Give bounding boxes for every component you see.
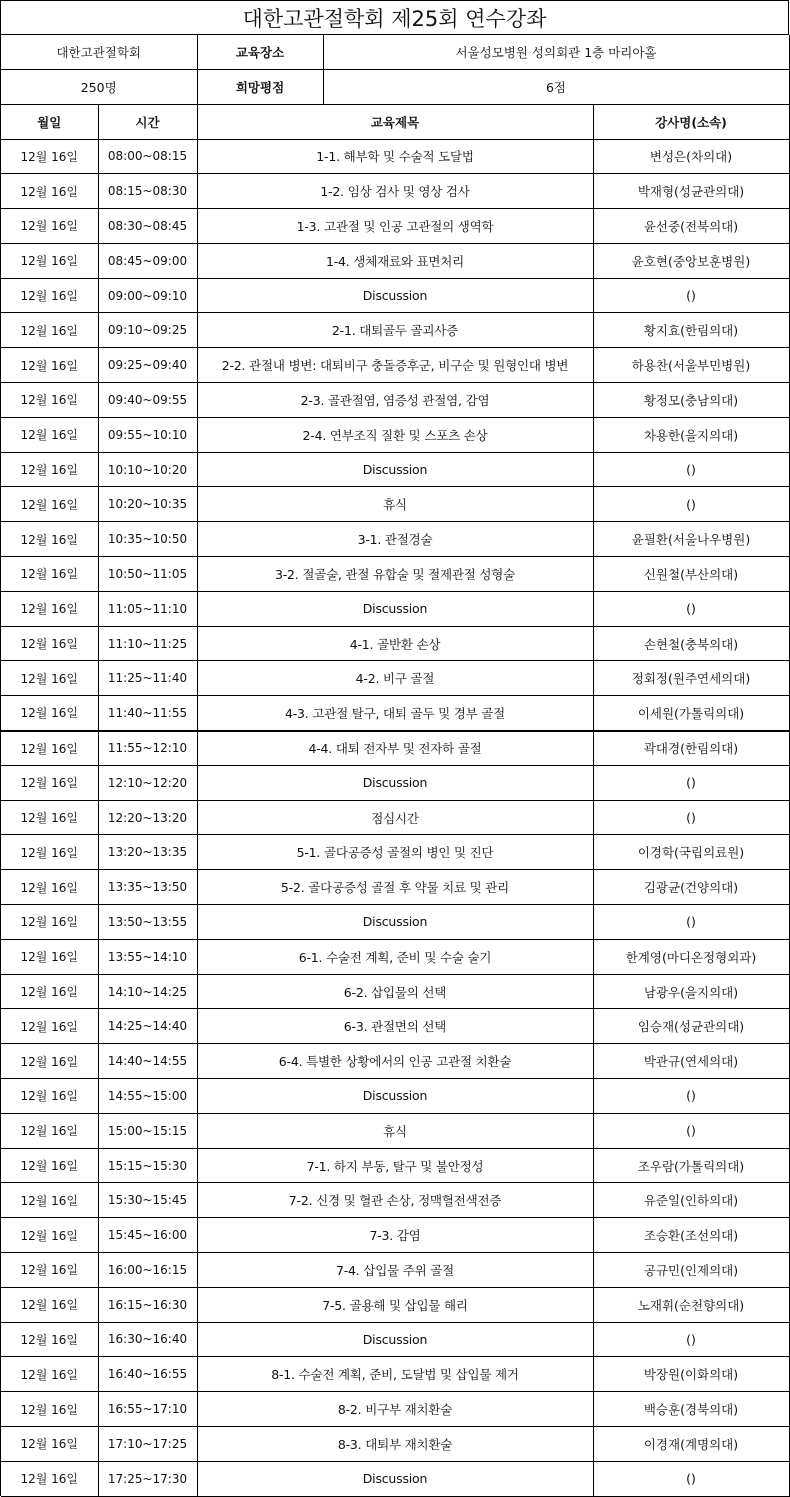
row-time-cell: 13:50~13:55 bbox=[98, 905, 197, 940]
row-speaker-cell: 이세원(가톨릭의대) bbox=[593, 696, 789, 731]
row-speaker-cell: 윤선중(전북의대) bbox=[593, 209, 789, 244]
row-time-cell: 10:10~10:20 bbox=[98, 452, 197, 487]
row-time-cell: 15:00~15:15 bbox=[98, 1113, 197, 1148]
row-topic-cell: 8-2. 비구부 재치환술 bbox=[197, 1392, 593, 1427]
row-date-cell: 12월 16일 bbox=[1, 939, 98, 974]
row-speaker-cell: () bbox=[593, 452, 789, 487]
row-date-cell: 12월 16일 bbox=[1, 139, 98, 174]
table-row bbox=[1, 661, 789, 696]
header-topic: 교육제목 bbox=[197, 105, 593, 140]
score-value: 6점 bbox=[323, 70, 789, 105]
row-topic-cell: 4-1. 골반환 손상 bbox=[197, 626, 593, 661]
row-date-cell: 12월 16일 bbox=[1, 1044, 98, 1079]
row-speaker-cell: 신원철(부산의대) bbox=[593, 557, 789, 592]
row-speaker-cell: () bbox=[593, 905, 789, 940]
row-speaker-cell: 공규민(인제의대) bbox=[593, 1253, 789, 1288]
table-row bbox=[1, 1253, 789, 1288]
row-topic-cell: 5-2. 골다공증성 골절 후 약물 치료 및 관리 bbox=[197, 870, 593, 905]
row-speaker-cell: 윤호현(중앙보훈병원) bbox=[593, 243, 789, 278]
row-time-cell: 16:15~16:30 bbox=[98, 1287, 197, 1322]
row-time-cell: 08:00~08:15 bbox=[98, 139, 197, 174]
table-row bbox=[1, 835, 789, 870]
row-speaker-cell: 조승환(조선의대) bbox=[593, 1218, 789, 1253]
row-topic-cell: 5-1. 골다공증성 골절의 병인 및 진단 bbox=[197, 835, 593, 870]
row-date-cell: 12월 16일 bbox=[1, 209, 98, 244]
row-topic-cell: 1-4. 생체재료와 표면처리 bbox=[197, 243, 593, 278]
row-topic-cell: Discussion bbox=[197, 765, 593, 800]
row-speaker-cell: 박재형(성균관의대) bbox=[593, 174, 789, 209]
row-speaker-cell: 유준일(인하의대) bbox=[593, 1183, 789, 1218]
row-topic-cell: 8-1. 수술전 계획, 준비, 도달법 및 삽입물 제거 bbox=[197, 1357, 593, 1392]
row-time-cell: 15:45~16:00 bbox=[98, 1218, 197, 1253]
row-topic-cell: Discussion bbox=[197, 1322, 593, 1357]
row-time-cell: 17:10~17:25 bbox=[98, 1426, 197, 1461]
table-row bbox=[1, 417, 789, 452]
venue-value: 서울성모병원 성의회관 1층 마리아홀 bbox=[323, 35, 789, 70]
row-time-cell: 15:30~15:45 bbox=[98, 1183, 197, 1218]
row-date-cell: 12월 16일 bbox=[1, 870, 98, 905]
row-speaker-cell: 정회정(원주연세의대) bbox=[593, 661, 789, 696]
row-speaker-cell: 남광우(을지의대) bbox=[593, 974, 789, 1009]
table-row bbox=[1, 139, 789, 174]
row-topic-cell: 6-1. 수술전 계획, 준비 및 수술 술기 bbox=[197, 939, 593, 974]
table-row bbox=[1, 905, 789, 940]
row-speaker-cell: 박장원(이화의대) bbox=[593, 1357, 789, 1392]
schedule-table bbox=[1, 105, 790, 1497]
table-row bbox=[1, 243, 789, 278]
row-date-cell: 12월 16일 bbox=[1, 452, 98, 487]
row-topic-cell: 2-3. 골관절염, 염증성 관절염, 감염 bbox=[197, 383, 593, 418]
row-topic-cell: Discussion bbox=[197, 905, 593, 940]
row-date-cell: 12월 16일 bbox=[1, 765, 98, 800]
row-topic-cell: Discussion bbox=[197, 1079, 593, 1114]
row-time-cell: 08:15~08:30 bbox=[98, 174, 197, 209]
row-time-cell: 16:40~16:55 bbox=[98, 1357, 197, 1392]
row-speaker-cell: 윤필환(서울나우병원) bbox=[593, 522, 789, 557]
venue-label: 교육장소 bbox=[197, 35, 323, 70]
row-date-cell: 12월 16일 bbox=[1, 487, 98, 522]
row-time-cell: 16:55~17:10 bbox=[98, 1392, 197, 1427]
table-row bbox=[1, 1357, 789, 1392]
row-date-cell: 12월 16일 bbox=[1, 522, 98, 557]
row-topic-cell: 휴식 bbox=[197, 1113, 593, 1148]
row-topic-cell: Discussion bbox=[197, 1461, 593, 1496]
table-row bbox=[1, 765, 789, 800]
row-time-cell: 09:40~09:55 bbox=[98, 383, 197, 418]
row-speaker-cell: 황지효(한림의대) bbox=[593, 313, 789, 348]
table-row bbox=[1, 939, 789, 974]
table-row bbox=[1, 557, 789, 592]
row-speaker-cell: () bbox=[593, 800, 789, 835]
row-time-cell: 09:25~09:40 bbox=[98, 348, 197, 383]
table-row bbox=[1, 1322, 789, 1357]
table-row bbox=[1, 174, 789, 209]
row-time-cell: 11:55~12:10 bbox=[98, 731, 197, 766]
table-row bbox=[1, 1287, 789, 1322]
row-date-cell: 12월 16일 bbox=[1, 417, 98, 452]
row-topic-cell: 4-4. 대퇴 전자부 및 전자하 골절 bbox=[197, 731, 593, 766]
row-time-cell: 11:25~11:40 bbox=[98, 661, 197, 696]
row-date-cell: 12월 16일 bbox=[1, 1148, 98, 1183]
table-row bbox=[1, 591, 789, 626]
row-date-cell: 12월 16일 bbox=[1, 1322, 98, 1357]
table-row bbox=[1, 626, 789, 661]
row-time-cell: 08:45~09:00 bbox=[98, 243, 197, 278]
row-topic-cell: 1-3. 고관절 및 인공 고관절의 생역학 bbox=[197, 209, 593, 244]
row-speaker-cell: () bbox=[593, 1461, 789, 1496]
row-speaker-cell: 이경재(계명의대) bbox=[593, 1426, 789, 1461]
row-topic-cell: Discussion bbox=[197, 278, 593, 313]
row-time-cell: 12:20~13:20 bbox=[98, 800, 197, 835]
row-speaker-cell: 김광균(건양의대) bbox=[593, 870, 789, 905]
row-time-cell: 16:30~16:40 bbox=[98, 1322, 197, 1357]
row-topic-cell: 휴식 bbox=[197, 487, 593, 522]
row-time-cell: 14:10~14:25 bbox=[98, 974, 197, 1009]
table-row bbox=[1, 1183, 789, 1218]
table-row bbox=[1, 1079, 789, 1114]
score-label: 희망평점 bbox=[197, 70, 323, 105]
row-speaker-cell: 변성은(차의대) bbox=[593, 139, 789, 174]
row-topic-cell: 2-2. 관절내 병변: 대퇴비구 충돌증후군, 비구순 및 원형인대 병변 bbox=[197, 348, 593, 383]
row-time-cell: 14:25~14:40 bbox=[98, 1009, 197, 1044]
row-topic-cell: 6-4. 특별한 상황에서의 인공 고관절 치환술 bbox=[197, 1044, 593, 1079]
row-time-cell: 09:00~09:10 bbox=[98, 278, 197, 313]
header-speaker: 강사명(소속) bbox=[593, 105, 789, 140]
table-row bbox=[1, 1461, 789, 1496]
row-date-cell: 12월 16일 bbox=[1, 348, 98, 383]
row-date-cell: 12월 16일 bbox=[1, 731, 98, 766]
row-speaker-cell: () bbox=[593, 1322, 789, 1357]
table-row bbox=[1, 209, 789, 244]
row-time-cell: 11:40~11:55 bbox=[98, 696, 197, 731]
row-time-cell: 11:10~11:25 bbox=[98, 626, 197, 661]
row-topic-cell: 4-2. 비구 골절 bbox=[197, 661, 593, 696]
row-speaker-cell: 손현철(충북의대) bbox=[593, 626, 789, 661]
info-row-venue bbox=[1, 35, 789, 70]
table-row bbox=[1, 348, 789, 383]
row-topic-cell: 8-3. 대퇴부 재치환술 bbox=[197, 1426, 593, 1461]
row-speaker-cell: 차용한(을지의대) bbox=[593, 417, 789, 452]
row-speaker-cell: () bbox=[593, 1113, 789, 1148]
organizer-cell: 대한고관절학회 bbox=[1, 35, 197, 70]
table-row bbox=[1, 731, 789, 766]
row-time-cell: 16:00~16:15 bbox=[98, 1253, 197, 1288]
row-time-cell: 13:55~14:10 bbox=[98, 939, 197, 974]
row-date-cell: 12월 16일 bbox=[1, 661, 98, 696]
course-info-table bbox=[1, 35, 790, 105]
row-time-cell: 14:40~14:55 bbox=[98, 1044, 197, 1079]
row-date-cell: 12월 16일 bbox=[1, 1079, 98, 1114]
row-speaker-cell: 박관규(연세의대) bbox=[593, 1044, 789, 1079]
row-time-cell: 08:30~08:45 bbox=[98, 209, 197, 244]
row-date-cell: 12월 16일 bbox=[1, 1392, 98, 1427]
header-date: 월일 bbox=[1, 105, 98, 140]
table-row bbox=[1, 1009, 789, 1044]
row-speaker-cell: () bbox=[593, 278, 789, 313]
table-row bbox=[1, 313, 789, 348]
document-title: 대한고관절학회 제25회 연수강좌 bbox=[1, 1, 789, 35]
row-speaker-cell: 백승훈(경북의대) bbox=[593, 1392, 789, 1427]
row-topic-cell: 4-3. 고관절 탈구, 대퇴 골두 및 경부 골절 bbox=[197, 696, 593, 731]
row-time-cell: 09:55~10:10 bbox=[98, 417, 197, 452]
header-time: 시간 bbox=[98, 105, 197, 140]
row-time-cell: 17:25~17:30 bbox=[98, 1461, 197, 1496]
row-speaker-cell: 이경학(국립의료원) bbox=[593, 835, 789, 870]
row-topic-cell: 점심시간 bbox=[197, 800, 593, 835]
info-row-score bbox=[1, 70, 789, 105]
row-date-cell: 12월 16일 bbox=[1, 1009, 98, 1044]
row-date-cell: 12월 16일 bbox=[1, 1253, 98, 1288]
table-row bbox=[1, 522, 789, 557]
row-date-cell: 12월 16일 bbox=[1, 905, 98, 940]
row-speaker-cell: 조우람(가톨릭의대) bbox=[593, 1148, 789, 1183]
row-date-cell: 12월 16일 bbox=[1, 1183, 98, 1218]
row-time-cell: 10:20~10:35 bbox=[98, 487, 197, 522]
schedule-header-row bbox=[1, 105, 789, 140]
row-speaker-cell: () bbox=[593, 765, 789, 800]
row-time-cell: 10:50~11:05 bbox=[98, 557, 197, 592]
table-row bbox=[1, 1044, 789, 1079]
row-date-cell: 12월 16일 bbox=[1, 1357, 98, 1392]
table-row bbox=[1, 870, 789, 905]
row-time-cell: 13:20~13:35 bbox=[98, 835, 197, 870]
table-row bbox=[1, 383, 789, 418]
row-date-cell: 12월 16일 bbox=[1, 1218, 98, 1253]
row-topic-cell: Discussion bbox=[197, 591, 593, 626]
row-time-cell: 14:55~15:00 bbox=[98, 1079, 197, 1114]
row-date-cell: 12월 16일 bbox=[1, 591, 98, 626]
row-speaker-cell: 곽대경(한림의대) bbox=[593, 731, 789, 766]
row-date-cell: 12월 16일 bbox=[1, 626, 98, 661]
row-speaker-cell: 하용찬(서울부민병원) bbox=[593, 348, 789, 383]
table-row bbox=[1, 1392, 789, 1427]
capacity-cell: 250명 bbox=[1, 70, 197, 105]
table-row bbox=[1, 452, 789, 487]
row-topic-cell: 1-1. 해부학 및 수술적 도달법 bbox=[197, 139, 593, 174]
row-date-cell: 12월 16일 bbox=[1, 313, 98, 348]
table-row bbox=[1, 1426, 789, 1461]
row-speaker-cell: () bbox=[593, 1079, 789, 1114]
row-date-cell: 12월 16일 bbox=[1, 1113, 98, 1148]
row-time-cell: 10:35~10:50 bbox=[98, 522, 197, 557]
row-topic-cell: 2-1. 대퇴골두 골괴사증 bbox=[197, 313, 593, 348]
table-row bbox=[1, 278, 789, 313]
row-speaker-cell: 임승재(성균관의대) bbox=[593, 1009, 789, 1044]
row-date-cell: 12월 16일 bbox=[1, 557, 98, 592]
row-date-cell: 12월 16일 bbox=[1, 243, 98, 278]
row-speaker-cell: 노재휘(순천향의대) bbox=[593, 1287, 789, 1322]
row-date-cell: 12월 16일 bbox=[1, 974, 98, 1009]
row-date-cell: 12월 16일 bbox=[1, 174, 98, 209]
table-row bbox=[1, 800, 789, 835]
row-topic-cell: 7-2. 신경 및 혈관 손상, 정맥혈전색전증 bbox=[197, 1183, 593, 1218]
row-time-cell: 15:15~15:30 bbox=[98, 1148, 197, 1183]
row-speaker-cell: () bbox=[593, 591, 789, 626]
row-topic-cell: 6-3. 관절면의 선택 bbox=[197, 1009, 593, 1044]
row-time-cell: 13:35~13:50 bbox=[98, 870, 197, 905]
row-date-cell: 12월 16일 bbox=[1, 835, 98, 870]
row-topic-cell: 3-2. 절골술, 관절 유합술 및 절제관절 성형술 bbox=[197, 557, 593, 592]
row-topic-cell: Discussion bbox=[197, 452, 593, 487]
row-topic-cell: 7-4. 삽입물 주위 골절 bbox=[197, 1253, 593, 1288]
row-topic-cell: 1-2. 임상 검사 및 영상 검사 bbox=[197, 174, 593, 209]
row-time-cell: 12:10~12:20 bbox=[98, 765, 197, 800]
table-row bbox=[1, 1148, 789, 1183]
row-date-cell: 12월 16일 bbox=[1, 800, 98, 835]
row-time-cell: 11:05~11:10 bbox=[98, 591, 197, 626]
row-speaker-cell: 한계영(마디온정형외과) bbox=[593, 939, 789, 974]
row-date-cell: 12월 16일 bbox=[1, 278, 98, 313]
table-row bbox=[1, 696, 789, 731]
row-topic-cell: 7-3. 감염 bbox=[197, 1218, 593, 1253]
table-row bbox=[1, 1113, 789, 1148]
row-time-cell: 09:10~09:25 bbox=[98, 313, 197, 348]
row-topic-cell: 7-1. 하지 부동, 탈구 및 불안정성 bbox=[197, 1148, 593, 1183]
row-date-cell: 12월 16일 bbox=[1, 1461, 98, 1496]
row-topic-cell: 3-1. 관절경술 bbox=[197, 522, 593, 557]
row-date-cell: 12월 16일 bbox=[1, 696, 98, 731]
row-date-cell: 12월 16일 bbox=[1, 1426, 98, 1461]
schedule-body bbox=[1, 139, 789, 1496]
row-topic-cell: 6-2. 삽입물의 선택 bbox=[197, 974, 593, 1009]
row-date-cell: 12월 16일 bbox=[1, 383, 98, 418]
row-topic-cell: 2-4. 연부조직 질환 및 스포츠 손상 bbox=[197, 417, 593, 452]
row-speaker-cell: () bbox=[593, 487, 789, 522]
row-topic-cell: 7-5. 골용해 및 삽입물 해리 bbox=[197, 1287, 593, 1322]
table-row bbox=[1, 487, 789, 522]
row-speaker-cell: 황정모(충남의대) bbox=[593, 383, 789, 418]
row-date-cell: 12월 16일 bbox=[1, 1287, 98, 1322]
table-row bbox=[1, 1218, 789, 1253]
table-row bbox=[1, 974, 789, 1009]
